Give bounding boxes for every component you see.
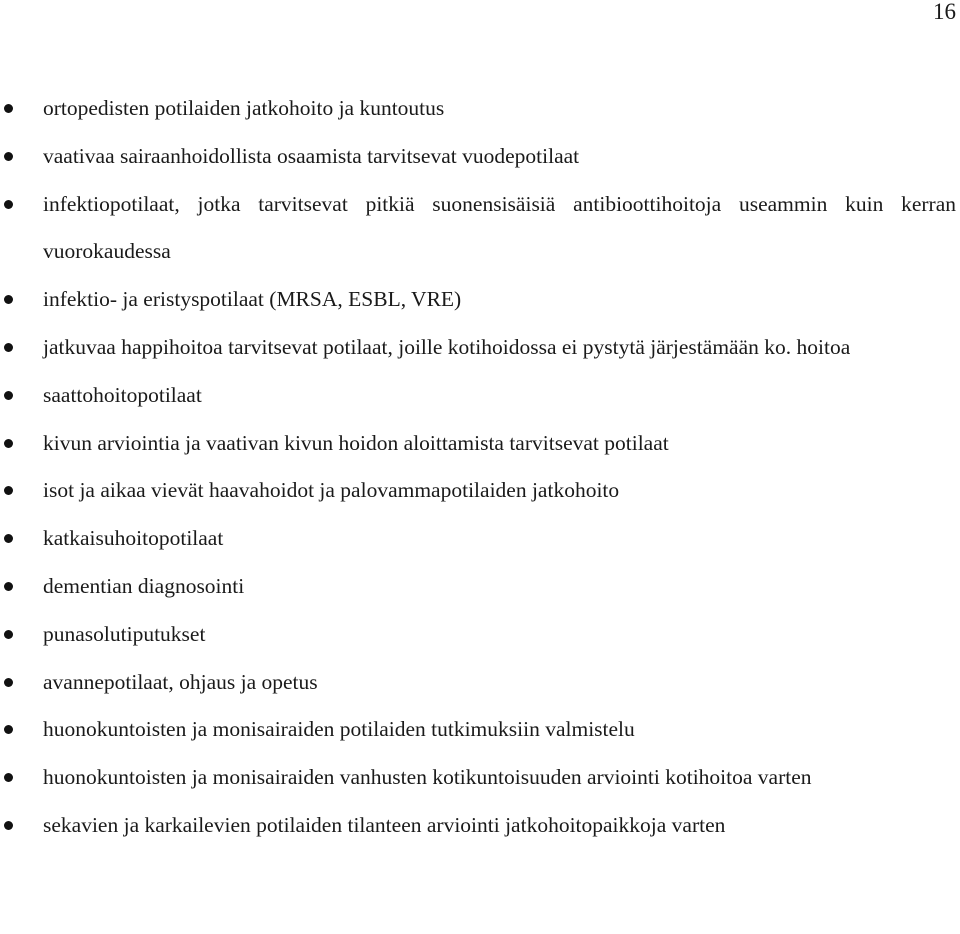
list-item-text: kivun arviointia ja vaativan kivun hoidon aloittamista tarvitsevat potilaat (43, 430, 669, 455)
bullet-icon (4, 773, 13, 782)
list-item-text: jatkuvaa happihoitoa tarvitsevat potilaat, joille kotihoidossa ei pystytä järjestämään ko. hoitoa (43, 334, 851, 359)
page-number: 16 (933, 0, 956, 24)
bullet-icon (4, 391, 13, 400)
bullet-icon (4, 534, 13, 543)
bullet-icon (4, 678, 13, 687)
list-item (0, 611, 956, 659)
list-item-text: infektio- ja eristyspotilaat (MRSA, ESBL, VRE) (43, 287, 462, 312)
list-item (0, 802, 956, 850)
list-item-text: katkaisuhoitopotilaat (43, 526, 224, 551)
bullet-icon (4, 630, 13, 639)
list-item (0, 754, 956, 802)
list-item (0, 706, 956, 754)
list-item-text: isot ja aikaa vievät haavahoidot ja palovammapotilaiden jatkohoito (43, 478, 620, 503)
list-item (0, 372, 956, 420)
list-item (0, 324, 956, 372)
list-item-text: huonokuntoisten ja monisairaiden vanhusten kotikuntoisuuden arviointi kotihoitoa varten (43, 765, 812, 790)
bullet-icon (4, 582, 13, 591)
list-item-text: avannepotilaat, ohjaus ja opetus (43, 669, 318, 694)
list-item (0, 181, 956, 277)
bullet-icon (4, 200, 13, 209)
list-item (0, 276, 956, 324)
bullet-icon (4, 725, 13, 734)
bullet-icon (4, 821, 13, 830)
list-item-text: saattohoitopotilaat (43, 382, 202, 407)
list-item (0, 85, 956, 133)
list-item-text: ortopedisten potilaiden jatkohoito ja kuntoutus (43, 96, 445, 120)
bullet-icon (4, 104, 13, 113)
list-item-text: infektiopotilaat, jotka tarvitsevat pitkiä suonensisäisiä antibioottihoitoja useammin kuin kerran vuorokaudessa (43, 191, 956, 264)
bullet-icon (4, 343, 13, 352)
bullet-icon (4, 152, 13, 161)
bullet-icon (4, 486, 13, 495)
list-item (0, 133, 956, 181)
list-item-text: sekavien ja karkailevien potilaiden tilanteen arviointi jatkohoitopaikkoja varten (43, 812, 726, 837)
list-item (0, 467, 956, 515)
list-item-text: vaativaa sairaanhoidollista osaamista tarvitsevat vuodepotilaat (43, 143, 580, 168)
bullet-icon (4, 439, 13, 448)
bullet-icon (4, 295, 13, 304)
list-item-text: huonokuntoisten ja monisairaiden potilaiden tutkimuksiin valmistelu (43, 717, 635, 742)
list-item-text: punasolutiputukset (43, 621, 206, 646)
list-item (0, 515, 956, 563)
list-item (0, 420, 956, 468)
bullet-list (0, 85, 956, 850)
list-item (0, 659, 956, 707)
list-item (0, 563, 956, 611)
list-item-text: dementian diagnosointi (43, 573, 245, 598)
